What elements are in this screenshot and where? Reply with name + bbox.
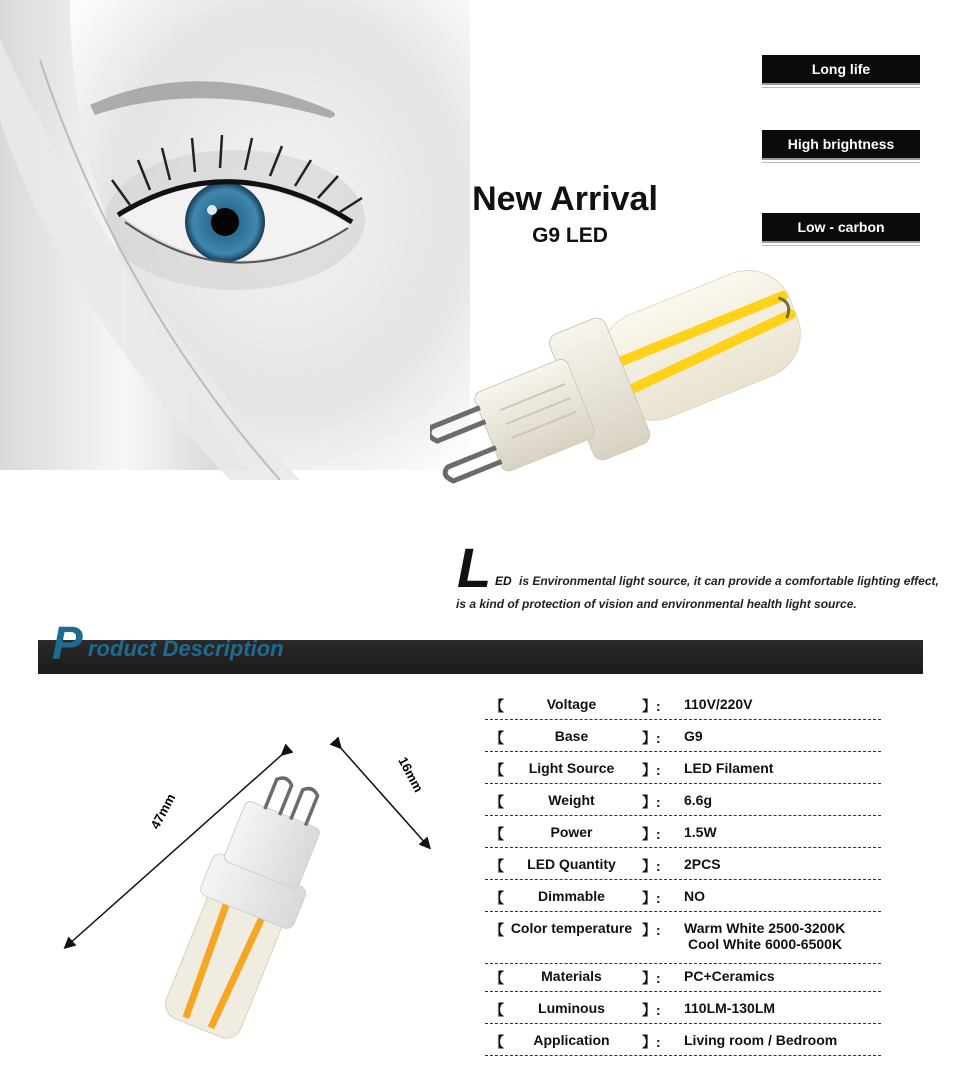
spec-value: G9 <box>684 728 703 744</box>
led-description-line1: is Environmental light source, it can provide a comfortable lighting effect, <box>519 574 939 588</box>
led-initial-letter: L <box>457 536 490 599</box>
bracket-open: 【 <box>490 890 504 906</box>
spec-key: Power <box>550 824 593 840</box>
bracket-close: 】: <box>642 1002 661 1018</box>
bracket-close: 】: <box>642 1034 661 1050</box>
bracket-open: 【 <box>490 922 504 938</box>
bracket-open: 【 <box>490 1034 504 1050</box>
spec-value: Warm White 2500-3200K <box>684 920 846 936</box>
badge-low-carbon: Low - carbon <box>762 213 920 243</box>
badge-high-brightness: High brightness <box>762 130 920 160</box>
page-subtitle: G9 LED <box>532 224 608 247</box>
bracket-close: 】: <box>642 970 661 986</box>
banner-initial: P <box>52 617 83 669</box>
spec-value: Living room / Bedroom <box>684 1032 838 1048</box>
bracket-close: 】: <box>642 698 661 714</box>
bracket-open: 【 <box>490 1002 504 1018</box>
led-description-line2: is a kind of protection of vision and environmental health light source. <box>456 597 857 611</box>
spec-row <box>485 688 881 720</box>
bracket-close: 】: <box>642 922 661 938</box>
spec-value: PC+Ceramics <box>684 968 775 984</box>
spec-value: 2PCS <box>684 856 721 872</box>
length-label: 47mm <box>147 791 179 832</box>
spec-value: 110V/220V <box>684 696 753 712</box>
bracket-open: 【 <box>490 794 504 810</box>
spec-key: Luminous <box>538 1000 605 1016</box>
banner-title: roduct Description <box>88 636 284 661</box>
width-label: 16mm <box>395 754 427 795</box>
spec-key: Light Source <box>528 760 615 776</box>
spec-row <box>485 720 881 752</box>
spec-row <box>485 960 881 992</box>
bracket-open: 【 <box>490 730 504 746</box>
spec-row <box>485 816 881 848</box>
eye-photo-illustration <box>0 0 470 480</box>
page-title: New Arrival <box>472 180 658 218</box>
spec-row <box>485 1024 881 1056</box>
bracket-open: 【 <box>490 762 504 778</box>
spec-value: 1.5W <box>684 824 717 840</box>
spec-key: Application <box>533 1032 610 1048</box>
spec-value-2: Cool White 6000-6500K <box>688 936 843 952</box>
led-suffix: ED <box>495 574 512 588</box>
spec-key: Materials <box>541 968 602 984</box>
bracket-close: 】: <box>642 794 661 810</box>
bracket-close: 】: <box>642 730 661 746</box>
bracket-close: 】: <box>642 826 661 842</box>
badge-long-life: Long life <box>762 55 920 85</box>
bracket-close: 】: <box>642 858 661 874</box>
dimension-drawing <box>40 690 460 1070</box>
bracket-open: 【 <box>490 826 504 842</box>
spec-row <box>485 992 881 1024</box>
spec-key: LED Quantity <box>527 856 616 872</box>
spec-value: LED Filament <box>684 760 774 776</box>
spec-key: Voltage <box>546 696 597 712</box>
spec-key: Color temperature <box>510 920 633 936</box>
spec-key: Weight <box>548 792 595 808</box>
bracket-close: 】: <box>642 890 661 906</box>
spec-row <box>485 784 881 816</box>
spec-value: 6.6g <box>684 792 713 808</box>
g9-bulb-image <box>430 255 870 575</box>
spec-value: NO <box>684 888 705 904</box>
bracket-open: 【 <box>490 698 504 714</box>
bracket-open: 【 <box>490 858 504 874</box>
bracket-open: 【 <box>490 970 504 986</box>
spec-key: Base <box>554 728 589 744</box>
spec-key: Dimmable <box>538 888 605 904</box>
spec-value: 110LM-130LM <box>684 1000 776 1016</box>
bracket-close: 】: <box>642 762 661 778</box>
spec-row <box>485 912 881 964</box>
spec-row <box>485 752 881 784</box>
spec-row <box>485 848 881 880</box>
spec-row <box>485 880 881 912</box>
